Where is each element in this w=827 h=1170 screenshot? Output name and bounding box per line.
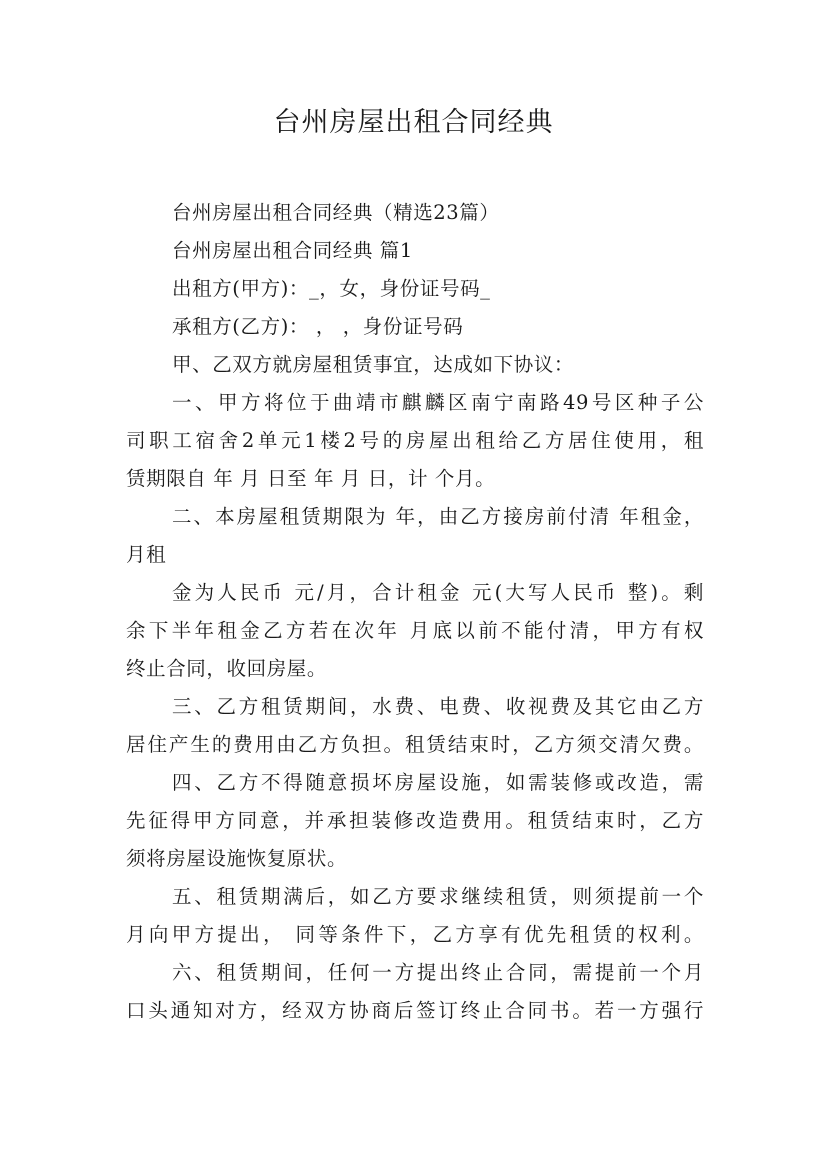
paragraph-line: 六、租赁期间，任何一方提出终止合同，需提前一个月 [172,961,704,984]
paragraph-line: 五、租赁期满后，如乙方要求继续租赁，则须提前一个 [172,885,704,908]
document-title: 台州房屋出租合同经典 [273,107,554,138]
paragraph-line: 台州房屋出租合同经典 篇1 [172,239,413,262]
paragraph-line: 甲、乙双方就房屋租赁事宜，达成如下协议： [172,353,575,376]
paragraph-line: 居住产生的费用由乙方负担。租赁结束时，乙方须交清欠费。 [126,733,704,756]
document-body [126,194,704,1030]
paragraph-line: 余下半年租金乙方若在次年 月底以前不能付清，甲方有权 [126,619,704,642]
paragraph-line: 承租方(乙方)： ， ，身份证号码 [172,315,464,338]
paragraph-line: 三、乙方租赁期间，水费、电费、收视费及其它由乙方 [172,695,704,718]
paragraph-line: 赁期限自 年 月 日至 年 月 日，计 个月。 [126,467,496,490]
paragraph-line: 二、本房屋租赁期限为 年，由乙方接房前付清 年租金， [172,505,704,528]
paragraph-line: 四、乙方不得随意损坏房屋设施，如需装修或改造，需 [172,771,704,794]
paragraph-line: 一、甲方将位于曲靖市麒麟区南宁南路49号区种子公 [172,391,704,414]
paragraph-line: 台州房屋出租合同经典（精选23篇） [172,201,500,224]
paragraph-line: 须将房屋设施恢复原状。 [126,847,348,870]
paragraph-line: 先征得甲方同意，并承担装修改造费用。租赁结束时，乙方 [126,809,704,832]
paragraph-line: 月向甲方提出， 同等条件下，乙方享有优先租赁的权利。 [126,923,704,946]
paragraph-line: 出租方(甲方)：_，女，身份证号码_ [172,277,491,300]
paragraph-line: 金为人民币 元/月，合计租金 元(大写人民币 整)。剩 [172,581,704,604]
paragraph-line: 月租 [126,543,167,566]
paragraph-line: 司职工宿舍2单元1楼2号的房屋出租给乙方居住使用，租 [126,429,704,452]
paragraph-line: 终止合同，收回房屋。 [126,657,328,680]
paragraph-line: 口头通知对方，经双方协商后签订终止合同书。若一方强行 [126,999,704,1022]
